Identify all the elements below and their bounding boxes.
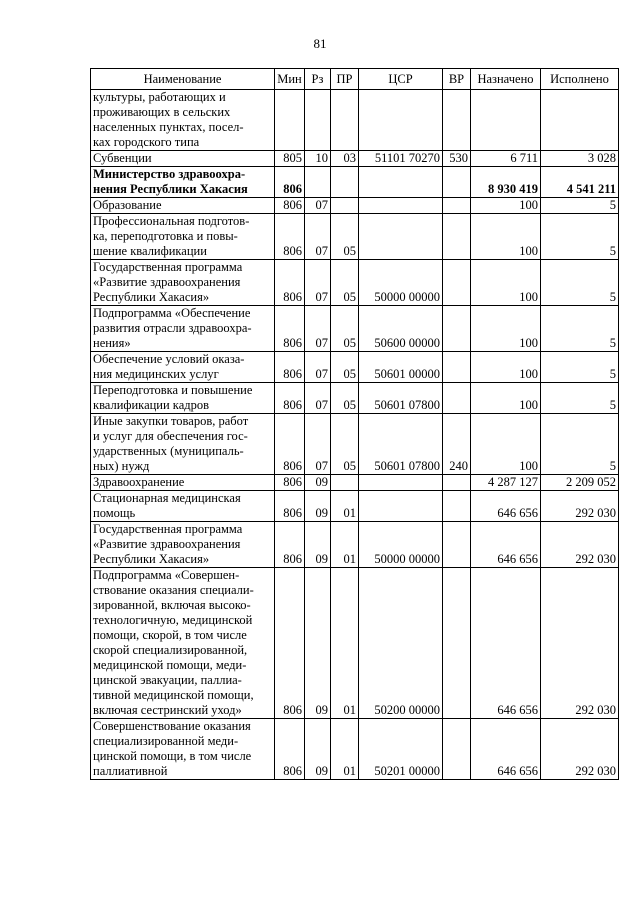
executed-cell: 4 541 211 [541, 167, 619, 198]
executed-cell: 292 030 [541, 568, 619, 719]
min-cell: 806 [275, 414, 305, 475]
executed-cell: 3 028 [541, 151, 619, 167]
min-cell: 806 [275, 260, 305, 306]
name-line: ния медицинских услуг [93, 367, 219, 381]
table-row [91, 352, 619, 383]
header-row [91, 69, 619, 90]
name-line: Совершенствование оказания [93, 719, 251, 733]
rz-cell: 07 [305, 198, 331, 214]
name-line: Здравоохранение [93, 475, 185, 489]
assigned-cell: 4 287 127 [471, 475, 541, 491]
rz-cell: 09 [305, 568, 331, 719]
name-line: скорой специализированной, [93, 643, 248, 657]
csr-cell [359, 198, 443, 214]
table-row [91, 414, 619, 475]
assigned-cell: 6 711 [471, 151, 541, 167]
vr-cell [443, 383, 471, 414]
table-row [91, 491, 619, 522]
table-row [91, 719, 619, 780]
csr-cell: 50601 07800 [359, 383, 443, 414]
rz-cell [305, 90, 331, 151]
name-line: помощи, скорой, в том числе [93, 628, 247, 642]
name-line: тивной медицинской помощи, [93, 688, 254, 702]
name-line: нения Республики Хакасия [93, 182, 248, 196]
min-cell: 806 [275, 306, 305, 352]
min-cell: 806 [275, 568, 305, 719]
assigned-cell: 100 [471, 306, 541, 352]
min-cell: 806 [275, 719, 305, 780]
vr-cell [443, 568, 471, 719]
name-cell [91, 491, 275, 522]
rz-cell: 09 [305, 522, 331, 568]
vr-cell [443, 306, 471, 352]
pr-cell [331, 198, 359, 214]
executed-cell: 5 [541, 383, 619, 414]
assigned-cell: 100 [471, 198, 541, 214]
name-line: Государственная программа [93, 522, 243, 536]
csr-cell: 50201 00000 [359, 719, 443, 780]
executed-cell: 5 [541, 198, 619, 214]
vr-cell [443, 522, 471, 568]
name-cell [91, 383, 275, 414]
csr-cell [359, 90, 443, 151]
name-line: Субвенции [93, 151, 152, 165]
name-line: Переподготовка и повышение [93, 383, 253, 397]
table-row [91, 306, 619, 352]
min-cell: 806 [275, 491, 305, 522]
vr-cell [443, 352, 471, 383]
table-row [91, 90, 619, 151]
pr-cell [331, 90, 359, 151]
rz-cell [305, 167, 331, 198]
rz-cell: 09 [305, 475, 331, 491]
rz-cell: 07 [305, 214, 331, 260]
col-header-vr: ВР [443, 69, 471, 90]
name-cell [91, 414, 275, 475]
min-cell: 806 [275, 383, 305, 414]
csr-cell: 51101 70270 [359, 151, 443, 167]
table-row [91, 475, 619, 491]
min-cell [275, 90, 305, 151]
table-row [91, 568, 619, 719]
executed-cell: 5 [541, 352, 619, 383]
vr-cell [443, 719, 471, 780]
csr-cell: 50601 00000 [359, 352, 443, 383]
min-cell: 806 [275, 475, 305, 491]
name-line: «Развитие здравоохранения [93, 275, 241, 289]
name-cell [91, 90, 275, 151]
pr-cell: 01 [331, 491, 359, 522]
table-body [91, 90, 619, 780]
csr-cell: 50000 00000 [359, 260, 443, 306]
pr-cell: 03 [331, 151, 359, 167]
name-line: Республики Хакасия» [93, 290, 210, 304]
executed-cell: 292 030 [541, 491, 619, 522]
name-line: Профессиональная подготов- [93, 214, 250, 228]
name-line: технологичную, медицинской [93, 613, 253, 627]
name-line: ударственных (муниципаль- [93, 444, 244, 458]
col-header-rz: Рз [305, 69, 331, 90]
name-cell [91, 151, 275, 167]
executed-cell: 5 [541, 260, 619, 306]
executed-cell [541, 90, 619, 151]
name-cell [91, 260, 275, 306]
rz-cell: 07 [305, 383, 331, 414]
name-line: нения» [93, 336, 131, 350]
name-line: Образование [93, 198, 162, 212]
name-line: «Развитие здравоохранения [93, 537, 241, 551]
pr-cell: 05 [331, 414, 359, 475]
name-line: ных) нужд [93, 459, 150, 473]
name-line: медицинской помощи, меди- [93, 658, 247, 672]
assigned-cell: 646 656 [471, 491, 541, 522]
executed-cell: 5 [541, 414, 619, 475]
vr-cell [443, 167, 471, 198]
name-line: включая сестринский уход» [93, 703, 242, 717]
executed-cell: 2 209 052 [541, 475, 619, 491]
name-line: цинской эвакуации, паллиа- [93, 673, 242, 687]
executed-cell: 292 030 [541, 719, 619, 780]
col-header-min: Мин [275, 69, 305, 90]
min-cell: 806 [275, 352, 305, 383]
table-row [91, 260, 619, 306]
name-line: зированной, включая высоко- [93, 598, 251, 612]
rz-cell: 07 [305, 260, 331, 306]
assigned-cell: 646 656 [471, 568, 541, 719]
csr-cell: 50600 00000 [359, 306, 443, 352]
csr-cell: 50200 00000 [359, 568, 443, 719]
name-line: и услуг для обеспечения гос- [93, 429, 248, 443]
csr-cell [359, 491, 443, 522]
name-line: Стационарная медицинская [93, 491, 241, 505]
vr-cell: 240 [443, 414, 471, 475]
min-cell: 806 [275, 214, 305, 260]
name-line: ствование оказания специали- [93, 583, 254, 597]
pr-cell: 01 [331, 719, 359, 780]
page-number: 81 [313, 36, 327, 51]
rz-cell: 07 [305, 352, 331, 383]
name-line: ка, переподготовка и повы- [93, 229, 238, 243]
name-line: Республики Хакасия» [93, 552, 210, 566]
col-header-name: Наименование [91, 69, 275, 90]
name-cell [91, 198, 275, 214]
table-row [91, 151, 619, 167]
vr-cell [443, 198, 471, 214]
assigned-cell: 8 930 419 [471, 167, 541, 198]
budget-table [90, 68, 619, 780]
name-cell [91, 522, 275, 568]
name-line: Иные закупки товаров, работ [93, 414, 249, 428]
assigned-cell: 100 [471, 383, 541, 414]
min-cell: 806 [275, 522, 305, 568]
pr-cell: 05 [331, 214, 359, 260]
name-line: развития отрасли здравоохра- [93, 321, 252, 335]
assigned-cell: 646 656 [471, 522, 541, 568]
assigned-cell: 100 [471, 414, 541, 475]
pr-cell: 05 [331, 352, 359, 383]
pr-cell: 01 [331, 522, 359, 568]
name-cell [91, 167, 275, 198]
assigned-cell: 100 [471, 260, 541, 306]
assigned-cell: 100 [471, 214, 541, 260]
csr-cell [359, 214, 443, 260]
vr-cell [443, 214, 471, 260]
vr-cell [443, 260, 471, 306]
name-line: ках городского типа [93, 135, 200, 149]
name-line: Министерство здравоохра- [93, 167, 246, 181]
name-line: проживающих в сельских [93, 105, 231, 119]
col-header-executed: Исполнено [541, 69, 619, 90]
min-cell: 806 [275, 198, 305, 214]
assigned-cell: 646 656 [471, 719, 541, 780]
name-cell [91, 306, 275, 352]
name-line: Подпрограмма «Обеспечение [93, 306, 251, 320]
name-line: культуры, работающих и [93, 90, 226, 104]
csr-cell: 50601 07800 [359, 414, 443, 475]
name-cell [91, 214, 275, 260]
vr-cell: 530 [443, 151, 471, 167]
rz-cell: 07 [305, 306, 331, 352]
col-header-csr: ЦСР [359, 69, 443, 90]
name-line: шение квалификации [93, 244, 207, 258]
executed-cell: 5 [541, 214, 619, 260]
name-line: населенных пунктах, посел- [93, 120, 244, 134]
rz-cell: 10 [305, 151, 331, 167]
name-line: цинской помощи, в том числе [93, 749, 252, 763]
vr-cell [443, 90, 471, 151]
assigned-cell [471, 90, 541, 151]
table-row [91, 198, 619, 214]
name-cell [91, 475, 275, 491]
pr-cell: 05 [331, 260, 359, 306]
executed-cell: 5 [541, 306, 619, 352]
name-line: помощь [93, 506, 136, 520]
col-header-pr: ПР [331, 69, 359, 90]
min-cell: 806 [275, 167, 305, 198]
csr-cell: 50000 00000 [359, 522, 443, 568]
min-cell: 805 [275, 151, 305, 167]
name-line: Подпрограмма «Совершен- [93, 568, 240, 582]
name-line: паллиативной [93, 764, 168, 778]
assigned-cell: 100 [471, 352, 541, 383]
vr-cell [443, 475, 471, 491]
rz-cell: 07 [305, 414, 331, 475]
pr-cell: 01 [331, 568, 359, 719]
vr-cell [443, 491, 471, 522]
table-row [91, 383, 619, 414]
rz-cell: 09 [305, 719, 331, 780]
name-line: Государственная программа [93, 260, 243, 274]
pr-cell [331, 167, 359, 198]
pr-cell [331, 475, 359, 491]
col-header-assigned: Назначено [471, 69, 541, 90]
csr-cell [359, 167, 443, 198]
name-line: Обеспечение условий оказа- [93, 352, 245, 366]
rz-cell: 09 [305, 491, 331, 522]
name-cell [91, 719, 275, 780]
csr-cell [359, 475, 443, 491]
pr-cell: 05 [331, 306, 359, 352]
table-row [91, 167, 619, 198]
executed-cell: 292 030 [541, 522, 619, 568]
pr-cell: 05 [331, 383, 359, 414]
name-line: специализированной меди- [93, 734, 239, 748]
name-line: квалификации кадров [93, 398, 210, 412]
name-cell [91, 568, 275, 719]
table-row [91, 522, 619, 568]
name-cell [91, 352, 275, 383]
table-row [91, 214, 619, 260]
